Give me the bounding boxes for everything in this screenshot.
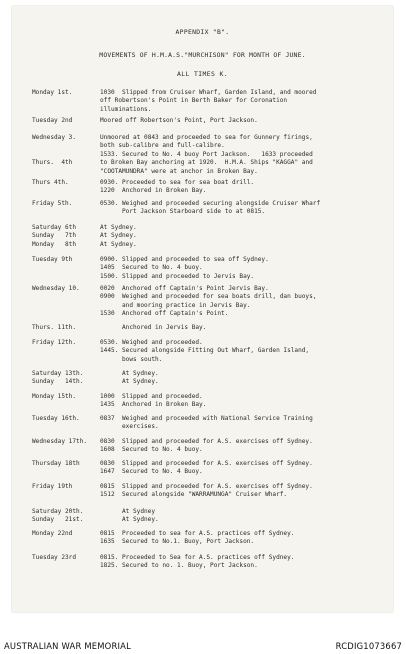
document-title: MOVEMENTS OF H.M.A.S."MURCHISON" FOR MONTH OF JUNE. [99,51,306,59]
log-text: Slipped from Cruiser Wharf, Garden Island, and moored [122,89,317,96]
document-page [12,6,393,612]
log-text: Secured to No. 4 buoy. [122,446,203,454]
log-line [32,491,384,499]
log-date: Sunday 14th. [32,378,84,386]
log-text: Port Jackson Starboard side to at 0815. [122,208,266,216]
log-time: 1608 [100,446,115,454]
log-date: Friday 5th. [32,200,73,207]
log-entry [32,393,384,410]
log-time: 1220 [100,187,115,195]
log-time: 1000 [100,393,115,400]
log-entry [32,415,384,432]
log-date: Thurs. 11th. [32,324,77,331]
log-line [32,401,384,409]
log-text: Secured to No. 4 buoy Port Jackson. 1633 proceeded [122,150,313,158]
log-line [32,460,384,468]
log-date: Sunday 7th [32,232,77,240]
log-time: 0930. [100,179,119,186]
log-text: Moored off Robertson's Point, Port Jackson. [100,117,258,124]
log-time: 0830 [100,460,115,467]
log-text: Weighed and proceeded with National Service Training [122,415,313,422]
log-text: "COOTAMUNDRA" were at anchor in Broken Bay. [100,167,258,175]
log-text: At Sydney. [100,240,137,248]
log-entry [32,438,384,455]
log-date: Saturday 6th [32,224,77,231]
log-date: Thurs. 4th [32,159,73,167]
log-line [32,324,384,332]
log-date: Friday 12th. [32,339,77,346]
log-entry [32,339,384,364]
log-entry [32,134,384,176]
log-text: Slipped and proceeded. [122,393,203,400]
log-text: bows south. [122,355,163,363]
log-line [32,106,384,114]
log-date: Tuesday 9th [32,256,73,263]
log-text: Anchored in Broken Bay. [122,187,207,195]
log-date: Sunday 21st. [32,516,84,524]
log-entry [32,117,384,125]
log-text: Proceeded to Sea for A.S. practices off Sydney. [122,554,295,561]
log-date: Monday 8th [32,240,77,248]
log-line [32,264,384,272]
log-line [32,224,384,232]
log-line [32,97,384,105]
log-text: Weighed and proceeded securing alongside Cruiser Wharf [122,200,321,207]
log-entry [32,285,384,319]
log-date: Wednesday 3. [32,134,77,141]
log-text: Anchored off Captain's Point Jervis Bay. [122,285,269,292]
log-line [32,208,384,216]
log-time: 0900 [100,293,115,301]
log-line [32,142,384,150]
log-entry [32,179,384,196]
log-entry [32,256,384,281]
log-text: At Sydney. [100,232,137,240]
log-line [32,378,384,386]
log-text: both sub-calibre and full-calibre. [100,142,225,150]
log-line [32,483,384,491]
log-text: Secured alongside Fitting Out Wharf, Garden Island, [122,347,310,355]
log-line [32,554,384,562]
log-time: 1435 [100,401,115,409]
log-text: Anchored in Broken Bay. [122,401,207,409]
log-date: Monday 1st. [32,89,73,96]
log-date: Monday 22nd [32,530,73,537]
log-line [32,446,384,454]
log-text: Proceeded to sea for A.S. practices off Sydney. [122,530,295,537]
log-entry [32,324,384,332]
log-date: Tuesday 16th. [32,415,80,422]
log-entry [32,508,384,525]
log-text: Slipped and proceeded for A.S. exercises off Sydney. [122,438,313,445]
log-date: Monday 15th. [32,393,77,400]
log-entry [32,483,384,500]
log-line [32,187,384,195]
log-time: 0900. [100,256,119,263]
log-line [32,530,384,538]
log-line [32,370,384,378]
log-line [32,134,384,142]
movement-log [12,6,393,612]
log-time: 0530. [100,200,119,207]
log-line [32,179,384,187]
log-line [32,273,384,281]
log-date: Tuesday 23rd [32,554,77,561]
log-text: Proceeded to sea for sea boat drill. [122,179,255,186]
log-line [32,339,384,347]
log-text: Secured to No. 4 buoy. [122,264,203,272]
log-line [32,200,384,208]
log-line [32,89,384,97]
log-time: 1635 [100,538,115,546]
log-entry [32,530,384,547]
log-text: Secured to no. 1. Buoy, Port Jackson. [122,562,258,570]
log-date: Wednesday 10. [32,285,80,292]
log-date: Saturday 20th. [32,508,84,515]
log-text: At Sydney. [100,224,137,231]
log-line [32,538,384,546]
log-line [32,232,384,240]
log-line [32,310,384,318]
log-date: Saturday 13th. [32,370,84,377]
record-id: RCDIG1073667 [335,641,402,651]
log-time: 0815 [100,483,115,490]
archive-name: AUSTRALIAN WAR MEMORIAL [4,641,131,651]
log-line [32,468,384,476]
log-text: Anchored off Captain's Point. [122,310,229,318]
log-text: Slipped and proceeded to Jervis Bay. [122,272,255,280]
log-line [32,117,384,125]
log-time: 0530. [100,339,119,346]
log-time: 1445. [100,347,119,355]
log-line [32,393,384,401]
times-note: ALL TIMES K. [177,70,228,78]
log-text: Secured to No.1. Buoy, Port Jackson. [122,538,255,546]
log-text: At Sydney. [122,370,159,377]
log-time: 1533. [100,150,119,158]
log-text: Weighed and proceeded for sea boats drill, dan buoys, [122,293,317,301]
log-time: 0815. [100,554,119,561]
log-text: Slipped and proceeded to sea off Sydney. [122,256,269,263]
log-text: Slipped and proceeded for A.S. exercises off Sydney. [122,483,313,490]
log-entry [32,224,384,249]
log-line [32,241,384,249]
log-text: Unmoored at 0843 and proceeded to sea for Gunnery firings, [100,134,313,141]
log-text: off Robertson's Point in Berth Baker for Coronation [100,97,288,105]
log-line [32,438,384,446]
log-line [32,168,384,176]
log-text: exercises. [122,423,159,431]
log-text: Anchored in Jervis Bay. [122,324,207,331]
log-time: 0815 [100,530,115,537]
log-line [32,285,384,293]
log-line [32,347,384,355]
archive-footer [0,618,406,654]
log-entry [32,460,384,477]
log-line [32,151,384,159]
log-text: to Broken Bay anchoring at 1920. H.M.A. Ships "KAGGA" and [100,159,313,167]
log-time: 1405 [100,264,115,272]
log-text: Slipped and proceeded for A.S. exercises off Sydney. [122,460,313,467]
log-text: Weighed and proceeded. [122,339,203,346]
log-time: 0020 [100,285,115,292]
log-date: Thursday 18th [32,460,80,467]
log-line [32,302,384,310]
log-text: and mooring practice in Jervis Bay. [122,301,251,309]
log-line [32,159,384,167]
log-line [32,508,384,516]
log-line [32,256,384,264]
log-time: 1647 [100,468,115,476]
log-text: illuminations. [100,105,152,113]
log-time: 0830 [100,438,115,445]
log-date: Tuesday 2nd [32,117,73,124]
appendix-heading: APPENDIX "B". [175,28,230,36]
log-time: 0837 [100,415,115,422]
log-date: Friday 19th [32,483,73,490]
log-date: Thurs 4th. [32,179,69,186]
log-time: 1512 [100,491,115,499]
log-entry [32,200,384,217]
log-line [32,293,384,301]
log-text: At Sydney. [122,516,159,524]
log-time: 1030 [100,89,115,96]
log-entry [32,89,384,114]
log-time: 1500. [100,272,119,280]
log-time: 1530 [100,310,115,318]
log-line [32,423,384,431]
log-line [32,415,384,423]
log-text: Secured alongside "WARRAMUNGA" Cruiser Wharf. [122,491,288,499]
log-entry [32,370,384,387]
log-text: At Sydney. [122,378,159,386]
log-line [32,516,384,524]
log-line [32,562,384,570]
log-entry [32,554,384,571]
log-text: At Sydney [122,508,156,515]
log-time: 1825. [100,562,119,570]
log-text: Secured to No. 4 Buoy. [122,468,203,476]
log-date: Wednesday 17th. [32,438,88,445]
log-line [32,356,384,364]
